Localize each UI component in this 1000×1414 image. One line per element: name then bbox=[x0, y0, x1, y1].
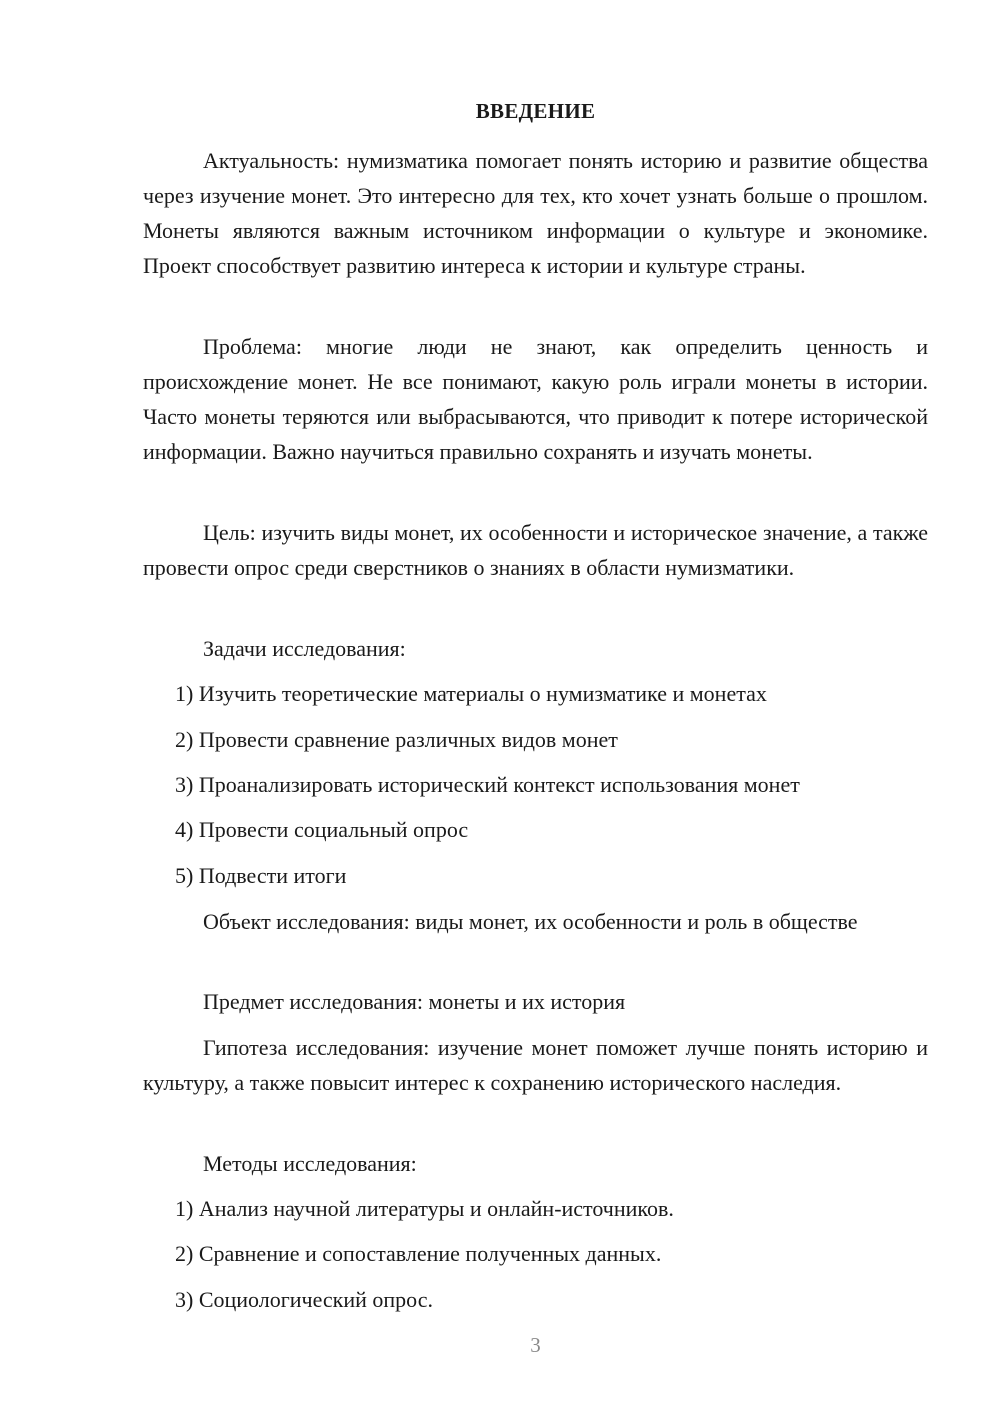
task-item: 3) Проанализировать исторический контекст использования монет bbox=[175, 772, 800, 797]
tasks-heading: Задачи исследования: bbox=[203, 636, 406, 661]
task-item: 5) Подвести итоги bbox=[175, 863, 347, 888]
problem-paragraph: Проблема: многие люди не знают, как определить ценность и происхождение монет. Не все понимают, какую роль играли монеты в истории. Часто монеты теряются или выбрасываются, что приводит к потере исторической информации. Важно научиться правильно сохранять и изучать монеты. bbox=[143, 334, 928, 464]
method-item: 3) Социологический опрос. bbox=[175, 1287, 433, 1312]
task-item: 4) Провести социальный опрос bbox=[175, 817, 469, 842]
section-title: ВВЕДЕНИЕ bbox=[475, 99, 596, 123]
object-paragraph: Объект исследования: виды монет, их особенности и роль в обществе bbox=[203, 909, 858, 934]
task-item: 1) Изучить теоретические материалы о нумизматике и монетах bbox=[175, 681, 767, 706]
task-item: 2) Провести сравнение различных видов монет bbox=[175, 727, 618, 752]
method-item: 1) Анализ научной литературы и онлайн-источников. bbox=[175, 1196, 674, 1221]
goal-paragraph: Цель: изучить виды монет, их особенности и историческое значение, а также провести опрос среди сверстников о знаниях в области нумизматики. bbox=[143, 520, 928, 580]
methods-heading: Методы исследования: bbox=[203, 1151, 417, 1176]
method-item: 2) Сравнение и сопоставление полученных данных. bbox=[175, 1241, 662, 1266]
document-page bbox=[143, 0, 928, 1414]
subject-line: Предмет исследования: монеты и их история bbox=[203, 989, 626, 1014]
hypothesis-paragraph: Гипотеза исследования: изучение монет поможет лучше понять историю и культуру, а также повысит интерес к сохранению исторического наследия. bbox=[143, 1035, 928, 1095]
relevance-paragraph: Актуальность: нумизматика помогает понять историю и развитие общества через изучение монет. Это интересно для тех, кто хочет узнать больше о прошлом. Монеты являются важным источником информации о культуре и экономике. Проект способствует развитию интереса к истории и культуре страны. bbox=[143, 148, 928, 278]
page-number: 3 bbox=[530, 1333, 541, 1357]
